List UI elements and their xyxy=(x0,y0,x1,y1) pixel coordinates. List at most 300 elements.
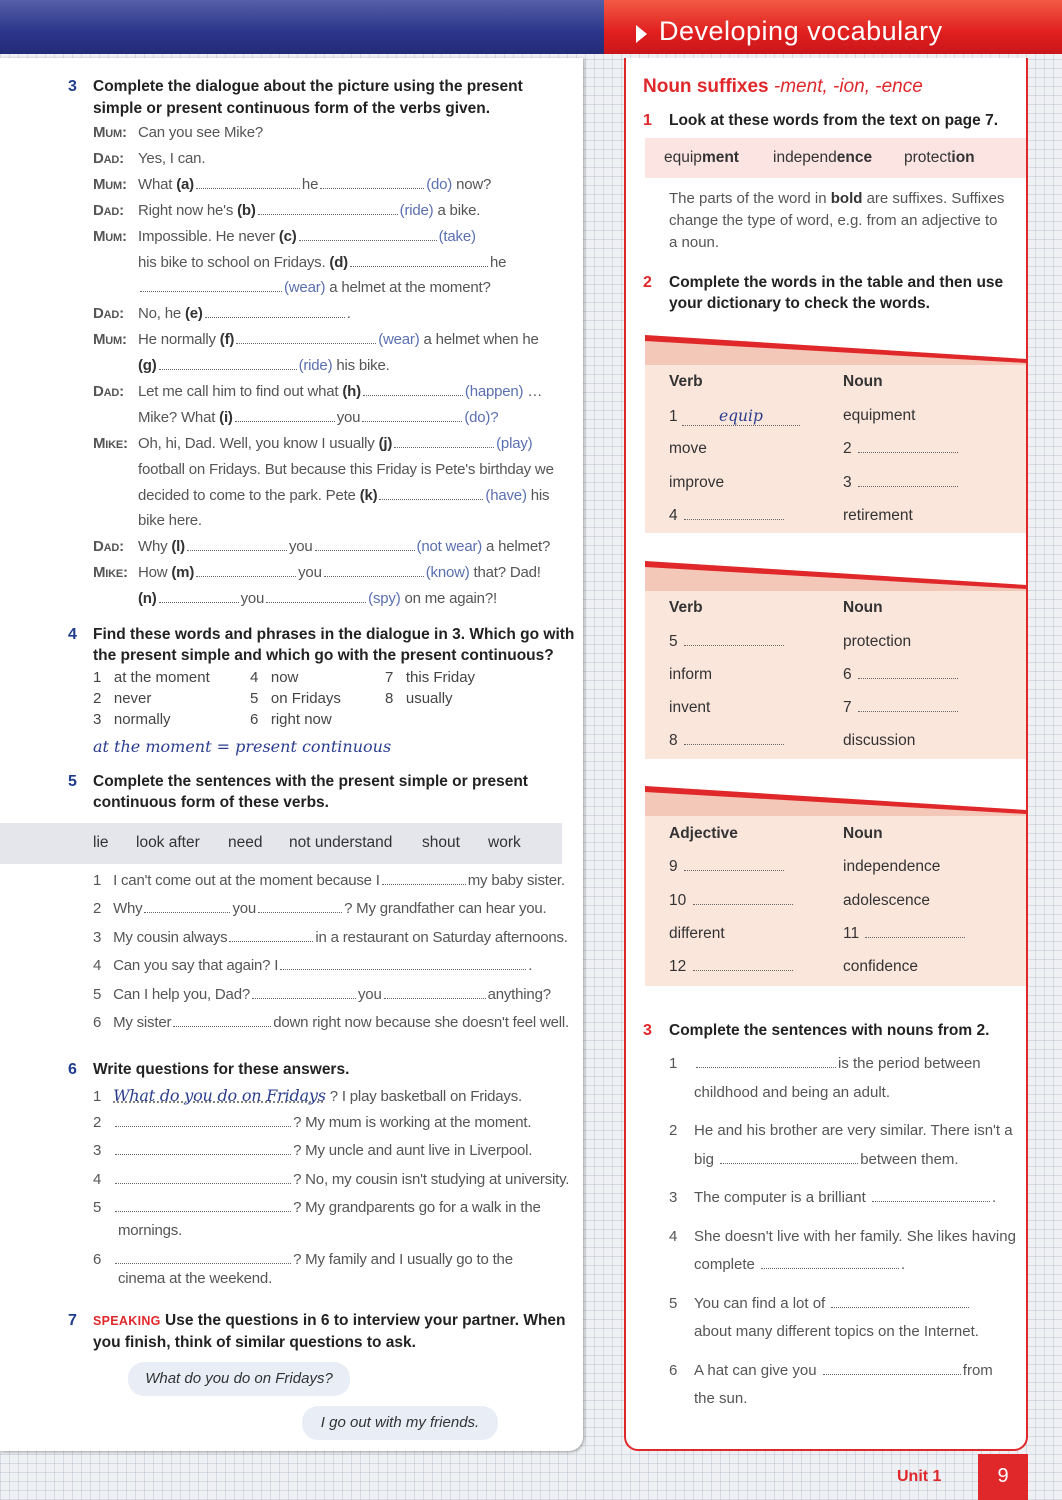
answer-blank[interactable] xyxy=(266,590,366,603)
sentence-text: in a restaurant on Saturday afternoons. xyxy=(315,929,568,946)
ex5-instruction-line2: continuous form of these verbs. xyxy=(93,794,329,811)
verb-hint: (play) xyxy=(496,435,533,452)
table-cell: independence xyxy=(843,858,941,875)
suffix-note-line3: a noun. xyxy=(669,234,720,251)
answer-blank[interactable] xyxy=(229,929,313,942)
item-number: 4 xyxy=(669,1228,678,1245)
cell-number: 10 xyxy=(669,892,687,909)
answer-text: ? My grandparents go for a walk in the xyxy=(293,1199,541,1216)
line-text: football on Fridays. But because this Friday is Pete's birthday we xyxy=(138,461,554,478)
answer-blank[interactable] xyxy=(115,1114,291,1127)
sentence-item xyxy=(93,900,547,917)
suffix-word xyxy=(773,149,872,167)
answer-blank[interactable] xyxy=(159,590,239,603)
table-cell: discussion xyxy=(843,732,916,749)
sentence-item xyxy=(93,957,532,974)
sentence-text: My cousin always xyxy=(113,929,228,946)
answer-text: ? My uncle and aunt live in Liverpool. xyxy=(293,1142,533,1159)
answer-blank[interactable] xyxy=(320,176,424,189)
table-header-ribbon xyxy=(645,786,1026,816)
item-number: 2 xyxy=(93,690,102,707)
line-text: you xyxy=(298,564,322,581)
verb-option: look after xyxy=(136,834,200,851)
speaker-label: Mike: xyxy=(93,435,128,452)
dialogue-line xyxy=(93,564,541,581)
sentence-text: you xyxy=(358,986,382,1003)
verb-option: lie xyxy=(93,834,109,851)
line-text: Impossible. He never xyxy=(138,228,275,245)
note-bold: bold xyxy=(830,190,863,207)
example-answer: equip xyxy=(682,407,800,426)
cell-number: 9 xyxy=(669,858,678,875)
ex3-instruction-line1: Complete the dialogue about the picture using the present xyxy=(93,78,523,95)
line-text: Yes, I can. xyxy=(138,150,206,167)
suffix-word-box xyxy=(645,138,1026,178)
dialogue-line xyxy=(93,305,351,322)
verb-hint: (do)? xyxy=(464,409,499,426)
answer-blank[interactable] xyxy=(315,538,415,551)
line-text: you xyxy=(336,409,361,426)
page-number: 9 xyxy=(978,1454,1028,1500)
line-text: now? xyxy=(456,176,492,193)
speaker-label: Mum: xyxy=(93,124,127,141)
word-stem: independ xyxy=(773,149,837,166)
list-item xyxy=(250,690,341,707)
ex6-instruction: Write questions for these answers. xyxy=(93,1061,350,1078)
item-number: 6 xyxy=(93,1251,102,1268)
answer-blank[interactable] xyxy=(831,1295,969,1308)
line-text: … xyxy=(527,383,543,400)
list-item xyxy=(93,669,210,686)
table-cell xyxy=(669,732,786,750)
word-suffix: ence xyxy=(836,149,873,166)
question-item xyxy=(93,1114,531,1131)
dialogue-line xyxy=(93,383,542,400)
answer-blank[interactable] xyxy=(693,892,793,905)
item-number: 6 xyxy=(93,1014,102,1031)
answer-text: ? No, my cousin isn't studying at university. xyxy=(293,1171,570,1188)
line-text: Why xyxy=(138,538,168,555)
answer-blank[interactable] xyxy=(187,538,287,551)
item-number: 5 xyxy=(250,690,259,707)
question-item xyxy=(93,1086,522,1105)
verb-option: not understand xyxy=(289,834,393,851)
answer-blank[interactable] xyxy=(858,440,958,453)
gap-label: (f) xyxy=(219,331,235,348)
item-text: this Friday xyxy=(405,669,476,686)
dialogue-line xyxy=(93,538,550,555)
list-item xyxy=(385,690,453,707)
table-header: Noun xyxy=(843,599,883,616)
heading-suffixes: -ment, -ion, -ence xyxy=(773,76,923,97)
line-text: his xyxy=(530,487,550,504)
gap-label: (l) xyxy=(171,538,185,555)
dialogue-line xyxy=(93,435,532,452)
line-text: that? Dad! xyxy=(473,564,541,581)
sentence-continuation: childhood and being an adult. xyxy=(694,1084,890,1101)
line-text: you xyxy=(288,538,313,555)
example-question: What do you do on Fridays xyxy=(113,1086,326,1105)
line-text: a helmet? xyxy=(486,538,551,555)
verb-hint: (take) xyxy=(438,228,476,245)
line-text: decided to come to the park. Pete xyxy=(138,487,356,504)
sentence-item xyxy=(669,1228,1016,1245)
answer-blank[interactable] xyxy=(236,331,376,344)
sentence-text: . xyxy=(991,1189,997,1206)
header-banner-left xyxy=(0,0,604,54)
sentence-continuation: the sun. xyxy=(694,1390,748,1407)
sentence-item xyxy=(669,1055,981,1072)
sentence-text: Why xyxy=(113,900,143,917)
line-text: his bike. xyxy=(336,357,390,374)
word-suffix: ion xyxy=(951,149,975,166)
item-number: 6 xyxy=(250,711,259,728)
table-header-ribbon xyxy=(645,561,1026,591)
speaker-label: Dad: xyxy=(93,538,124,555)
answer-blank[interactable] xyxy=(684,732,784,745)
answer-blank[interactable] xyxy=(144,900,230,913)
note-text: are suffixes. Suffixes xyxy=(862,190,1005,207)
sentence-text: She doesn't live with her family. She likes having xyxy=(694,1228,1016,1245)
sentence-item xyxy=(669,1362,993,1379)
item-text: right now xyxy=(270,711,332,728)
table-header: Verb xyxy=(669,599,703,616)
sentence-text: . xyxy=(901,1256,906,1273)
answer-text: ? My mum is working at the moment. xyxy=(293,1114,532,1131)
word-suffix: ment xyxy=(701,149,739,166)
line-text: Let me call him to find out what xyxy=(138,383,339,400)
suffix-note-line1 xyxy=(669,190,1004,207)
item-text: never xyxy=(113,690,152,707)
answer-text: ? My family and I usually go to the xyxy=(293,1251,513,1268)
answer-blank[interactable] xyxy=(258,202,398,215)
instruction-text: Use the questions in 6 to interview your partner. When xyxy=(165,1312,566,1329)
sentence-continuation xyxy=(694,1256,905,1273)
line-text: on me again?! xyxy=(404,590,497,607)
table-cell xyxy=(669,407,800,426)
item-number: 2 xyxy=(93,900,102,917)
item-number: 3 xyxy=(93,1142,102,1159)
answer-blank[interactable] xyxy=(684,858,784,871)
answer-blank[interactable] xyxy=(823,1362,961,1375)
line-text: Can you see Mike? xyxy=(138,124,264,141)
sentence-text: is the period between xyxy=(838,1055,981,1072)
item-number: 1 xyxy=(93,1088,102,1105)
item-number: 8 xyxy=(385,690,394,707)
verb-option: shout xyxy=(422,834,460,851)
answer-blank[interactable] xyxy=(196,564,296,577)
ex3-number: 3 xyxy=(68,78,77,95)
gap-label: (a) xyxy=(176,176,194,193)
sentence-text: my baby sister. xyxy=(467,872,565,889)
gap-label: (d) xyxy=(329,254,348,271)
table-cell xyxy=(669,958,795,976)
answer-blank[interactable] xyxy=(684,633,784,646)
line-text: . xyxy=(346,305,351,322)
item-number: 2 xyxy=(93,1114,102,1131)
word-stem: equip xyxy=(664,149,702,166)
word-stem: protect xyxy=(904,149,952,166)
table-cell xyxy=(843,440,960,458)
answer-blank[interactable] xyxy=(280,957,526,970)
answer-blank[interactable] xyxy=(115,1171,291,1184)
item-number: 1 xyxy=(93,669,102,686)
suffix-word xyxy=(904,149,975,167)
verb-hint: (do) xyxy=(426,176,453,193)
sentence-text: My sister xyxy=(113,1014,172,1031)
verb-hint: (ride) xyxy=(399,202,434,219)
ex5-number: 5 xyxy=(68,773,77,790)
ex4-instruction-line1: Find these words and phrases in the dialogue in 3. Which go with xyxy=(93,626,575,643)
speaker-label: Dad: xyxy=(93,202,124,219)
line-text: his bike to school on Fridays. xyxy=(138,254,326,271)
answer-blank[interactable] xyxy=(140,279,282,292)
answer-blank[interactable] xyxy=(720,1151,858,1164)
verb-hint: (not wear) xyxy=(416,538,483,555)
verb-option: need xyxy=(228,834,263,851)
answer-blank[interactable] xyxy=(696,1055,836,1068)
table-header: Noun xyxy=(843,373,883,390)
dialogue-line xyxy=(138,590,497,607)
list-item xyxy=(250,669,298,686)
item-text: now xyxy=(270,669,299,686)
ex4-number: 4 xyxy=(68,626,77,643)
table-header: Adjective xyxy=(669,825,738,842)
table-cell xyxy=(843,666,960,684)
answer-blank[interactable] xyxy=(379,487,483,500)
answer-blank[interactable] xyxy=(196,176,300,189)
answer-blank[interactable] xyxy=(384,986,486,999)
answer-continuation: mornings. xyxy=(118,1222,183,1239)
gap-label: (g) xyxy=(138,357,157,374)
dialogue-line xyxy=(93,150,205,167)
line-text: No, he xyxy=(138,305,181,322)
dialogue-line xyxy=(138,487,549,504)
ex5-verb-box xyxy=(0,823,562,864)
suffix-note-line2: change the type of word, e.g. from an adjective to xyxy=(669,212,998,229)
answer-blank[interactable] xyxy=(324,564,424,577)
sentence-text: complete xyxy=(694,1256,755,1273)
sentence-text: Can I help you, Dad? xyxy=(113,986,250,1003)
ex6-number: 6 xyxy=(68,1061,77,1078)
gap-label: (j) xyxy=(378,435,393,452)
dialogue-line xyxy=(138,357,390,374)
cell-number: 7 xyxy=(843,699,852,716)
cell-number: 5 xyxy=(669,633,678,650)
sentence-continuation xyxy=(694,1151,959,1168)
line-text: Oh, hi, Dad. Well, you know I usually xyxy=(138,435,375,452)
r-ex1-number: 1 xyxy=(643,112,652,129)
answer-blank[interactable] xyxy=(159,357,297,370)
sentence-item xyxy=(669,1295,971,1312)
answer-blank[interactable] xyxy=(865,925,965,938)
verb-hint: (know) xyxy=(425,564,470,581)
table-cell xyxy=(843,474,960,492)
item-text: usually xyxy=(405,690,453,707)
table-cell: equipment xyxy=(843,407,916,424)
ex7-instruction-line1 xyxy=(93,1310,566,1332)
item-number: 3 xyxy=(93,711,102,728)
play-arrow-icon xyxy=(636,25,647,43)
table-cell xyxy=(669,858,786,876)
answer-blank[interactable] xyxy=(858,666,958,679)
sentence-text: down right now because she doesn't feel well. xyxy=(273,1014,569,1031)
answer-text: ? I play basketball on Fridays. xyxy=(329,1088,522,1105)
answer-blank[interactable] xyxy=(115,1199,291,1212)
item-number: 6 xyxy=(669,1362,678,1379)
speaking-tag: SPEAKING xyxy=(93,1314,161,1328)
table-header: Verb xyxy=(669,373,703,390)
answer-blank[interactable] xyxy=(115,1251,291,1264)
speaker-label: Mum: xyxy=(93,331,127,348)
table-cell: inform xyxy=(669,666,713,683)
cell-number: 11 xyxy=(843,925,860,942)
cell-number: 12 xyxy=(669,958,687,975)
answer-blank[interactable] xyxy=(173,1014,271,1027)
question-item xyxy=(93,1142,532,1159)
r-ex2-instruction-line2: your dictionary to check the words. xyxy=(669,295,930,312)
table-cell xyxy=(669,633,786,651)
item-number: 1 xyxy=(669,1055,678,1072)
line-text: Mike? What xyxy=(138,409,216,426)
suffix-word xyxy=(664,149,739,167)
answer-blank[interactable] xyxy=(363,383,463,396)
ex4-example-answer: at the moment = present continuous xyxy=(93,737,392,756)
gap-label: (n) xyxy=(138,590,157,607)
answer-blank[interactable] xyxy=(382,872,466,885)
sentence-text: . xyxy=(528,957,533,974)
gap-label: (i) xyxy=(219,409,233,426)
dialogue-line xyxy=(93,124,263,141)
answer-blank[interactable] xyxy=(115,1142,291,1155)
r-ex1-instruction: Look at these words from the text on page 7. xyxy=(669,112,998,129)
item-number: 7 xyxy=(385,669,394,686)
sentence-item xyxy=(669,1122,1013,1139)
sentence-text: He and his brother are very similar. There isn't a xyxy=(694,1122,1013,1139)
answer-continuation: cinema at the weekend. xyxy=(118,1270,273,1287)
line-text: a helmet at the moment? xyxy=(329,279,491,296)
speaker-label: Mum: xyxy=(93,228,127,245)
list-item xyxy=(250,711,332,728)
dialogue-line xyxy=(138,512,202,529)
line-text: bike here. xyxy=(138,512,202,529)
verb-hint: (have) xyxy=(485,487,527,504)
table-header: Noun xyxy=(843,825,883,842)
dialogue-line xyxy=(138,254,506,271)
table-cell: invent xyxy=(669,699,711,716)
sentence-item xyxy=(93,1014,569,1031)
line-text: he xyxy=(489,254,507,271)
gap-label: (k) xyxy=(359,487,378,504)
dialogue-line xyxy=(138,279,491,296)
cell-number: 1 xyxy=(669,408,678,425)
table-cell: adolescence xyxy=(843,892,931,909)
dialogue-line xyxy=(93,228,476,245)
cell-number: 4 xyxy=(669,507,678,524)
item-text: at the moment xyxy=(113,669,210,686)
section-title: Developing vocabulary xyxy=(659,16,943,46)
sentence-text: you xyxy=(232,900,257,917)
dialogue-line xyxy=(93,331,539,348)
speech-bubble-answer: I go out with my friends. xyxy=(302,1406,498,1440)
answer-blank[interactable] xyxy=(684,507,784,520)
answer-blank[interactable] xyxy=(858,474,958,487)
sentence-item xyxy=(93,929,568,946)
cell-number: 6 xyxy=(843,666,852,683)
cell-number: 3 xyxy=(843,474,852,491)
cell-number: 2 xyxy=(843,440,852,457)
sentence-text: Can you say that again? I xyxy=(113,957,279,974)
item-number: 3 xyxy=(669,1189,678,1206)
answer-blank[interactable] xyxy=(258,900,342,913)
gap-label: (m) xyxy=(171,564,195,581)
sentence-item xyxy=(93,872,565,889)
answer-blank[interactable] xyxy=(299,228,437,241)
answer-blank[interactable] xyxy=(235,409,335,422)
gap-label: (c) xyxy=(278,228,297,245)
list-item xyxy=(385,669,475,686)
speech-bubble-question: What do you do on Fridays? xyxy=(128,1362,350,1396)
answer-blank[interactable] xyxy=(761,1256,899,1269)
answer-blank[interactable] xyxy=(350,254,488,267)
table-cell: different xyxy=(669,925,725,942)
speaker-label: Dad: xyxy=(93,305,124,322)
answer-blank[interactable] xyxy=(872,1189,990,1202)
speaker-label: Mum: xyxy=(93,176,127,193)
table-cell: confidence xyxy=(843,958,918,975)
dialogue-line xyxy=(138,461,554,478)
ex7-number: 7 xyxy=(68,1312,77,1329)
ex5-instruction-line1: Complete the sentences with the present simple or present xyxy=(93,773,528,790)
table-cell xyxy=(669,892,795,910)
answer-blank[interactable] xyxy=(252,986,356,999)
answer-blank[interactable] xyxy=(858,699,958,712)
verb-hint: (spy) xyxy=(368,590,401,607)
sentence-text: You can find a lot of xyxy=(694,1295,826,1312)
sentence-text: A hat can give you xyxy=(694,1362,817,1379)
item-number: 1 xyxy=(93,872,102,889)
sentence-text: from xyxy=(962,1362,993,1379)
sentence-item xyxy=(93,986,551,1003)
verb-hint: (ride) xyxy=(298,357,333,374)
r-ex2-number: 2 xyxy=(643,274,652,291)
gap-label: (e) xyxy=(184,305,203,322)
sentence-text: I can't come out at the moment because I xyxy=(113,872,380,889)
answer-blank[interactable] xyxy=(205,305,345,318)
sentence-text: The computer is a brilliant xyxy=(694,1189,866,1206)
item-number: 3 xyxy=(93,929,102,946)
answer-blank[interactable] xyxy=(693,958,793,971)
item-number: 5 xyxy=(93,1199,102,1216)
speaker-label: Dad: xyxy=(93,383,124,400)
item-number: 4 xyxy=(93,1171,102,1188)
item-number: 2 xyxy=(669,1122,678,1139)
sentence-continuation: about many different topics on the Internet. xyxy=(694,1323,979,1340)
list-item xyxy=(93,690,151,707)
answer-blank[interactable] xyxy=(394,435,494,448)
table-cell xyxy=(669,507,786,525)
question-item xyxy=(93,1171,569,1188)
line-text: a bike. xyxy=(437,202,481,219)
heading-text: Noun suffixes xyxy=(643,76,774,97)
line-text: How xyxy=(138,564,168,581)
answer-blank[interactable] xyxy=(362,409,462,422)
sentence-text: between them. xyxy=(860,1151,959,1168)
vocab-heading xyxy=(643,76,923,98)
sentence-text: anything? xyxy=(487,986,551,1003)
table-cell: move xyxy=(669,440,707,457)
sentence-text: big xyxy=(694,1151,715,1168)
